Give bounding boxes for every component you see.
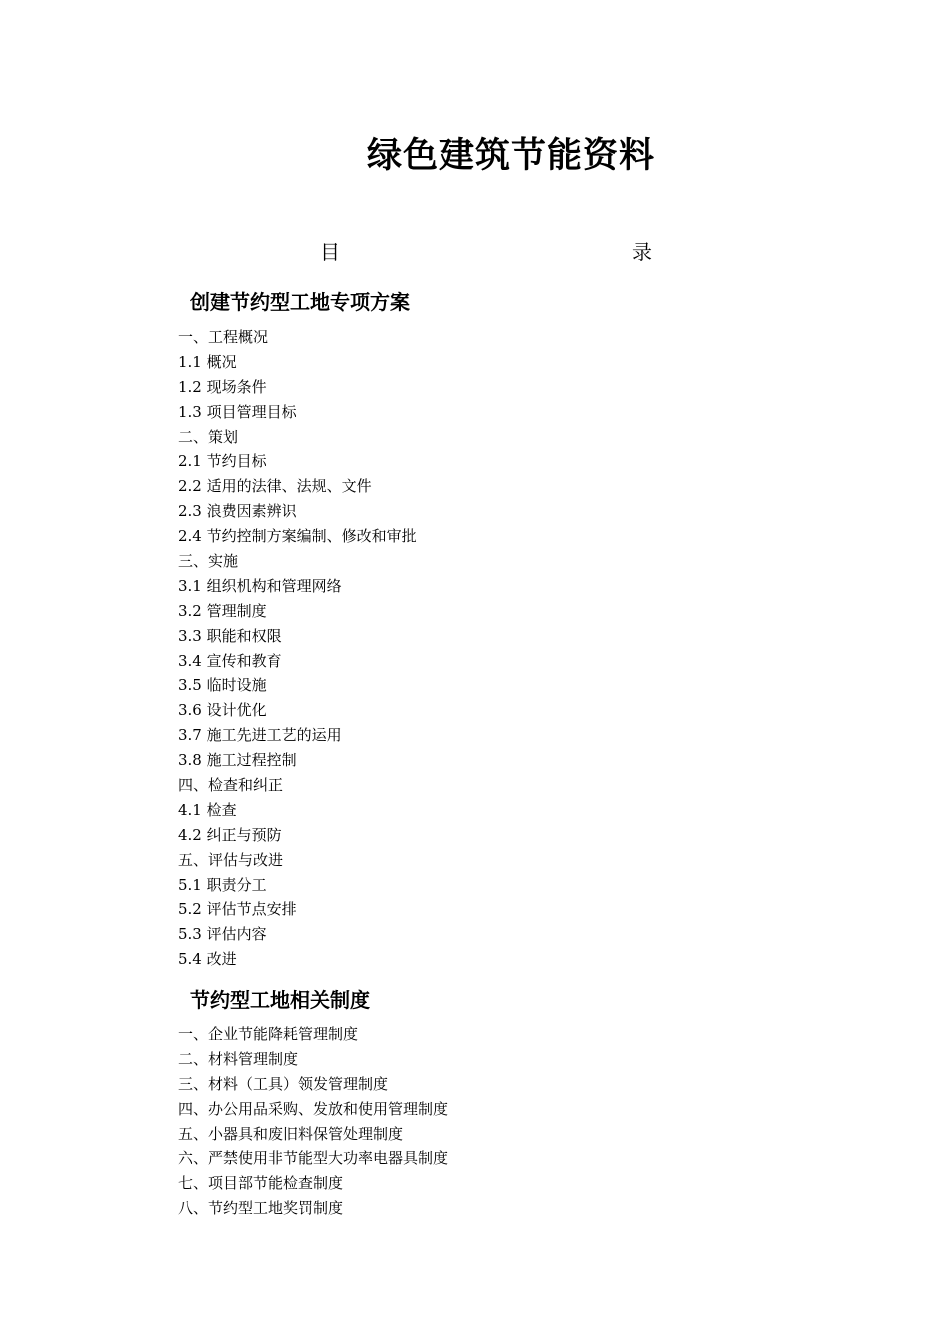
toc-item: 4.1 检查 — [178, 800, 237, 819]
toc-item: 五、小器具和废旧料保管处理制度 — [178, 1124, 404, 1143]
toc-item: 2.4 节约控制方案编制、修改和审批 — [178, 527, 417, 546]
toc-item: 五、评估与改进 — [178, 850, 284, 869]
toc-item: 七、项目部节能检查制度 — [178, 1174, 344, 1193]
toc-heading-right: 录 — [632, 240, 652, 264]
toc-item: 4.2 纠正与预防 — [178, 825, 282, 844]
toc-item: 3.4 宣传和教育 — [178, 651, 282, 670]
toc-heading — [320, 236, 652, 266]
toc-item: 一、工程概况 — [178, 328, 269, 346]
toc-list-1 — [178, 325, 417, 972]
toc-item: 一、企业节能降耗管理制度 — [178, 1025, 359, 1043]
toc-item: 三、实施 — [178, 552, 239, 571]
toc-item: 3.6 设计优化 — [178, 701, 267, 720]
section-title-2: 节约型工地相关制度 — [190, 988, 370, 1012]
toc-item: 1.3 项目管理目标 — [178, 402, 297, 421]
section-title-1: 创建节约型工地专项方案 — [190, 290, 410, 314]
toc-item: 3.3 职能和权限 — [178, 626, 282, 645]
toc-item: 二、材料管理制度 — [178, 1049, 299, 1068]
toc-item: 5.4 改进 — [178, 950, 237, 969]
document-title: 绿色建筑节能资料 — [366, 136, 655, 176]
toc-item: 3.1 组织机构和管理网络 — [178, 576, 342, 595]
toc-item: 2.2 适用的法律、法规、文件 — [178, 477, 372, 496]
toc-item: 四、检查和纠正 — [178, 776, 284, 795]
toc-item: 3.5 临时设施 — [178, 676, 267, 695]
toc-item: 三、材料（工具）领发管理制度 — [178, 1074, 389, 1093]
toc-item: 四、办公用品采购、发放和使用管理制度 — [178, 1099, 449, 1118]
toc-item: 六、严禁使用非节能型大功率电器具制度 — [178, 1149, 449, 1168]
toc-item: 1.2 现场条件 — [178, 377, 267, 396]
toc-item: 3.2 管理制度 — [178, 601, 267, 620]
toc-item: 5.2 评估节点安排 — [178, 900, 297, 919]
toc-item: 3.7 施工先进工艺的运用 — [178, 726, 342, 745]
toc-item: 1.1 概况 — [178, 352, 237, 371]
toc-item: 2.1 节约目标 — [178, 452, 267, 471]
toc-item: 3.8 施工过程控制 — [178, 751, 297, 770]
toc-item: 二、策划 — [178, 427, 239, 446]
toc-heading-left: 目 — [320, 240, 340, 264]
toc-item: 5.1 职责分工 — [178, 875, 267, 894]
toc-list-2 — [178, 1022, 448, 1221]
toc-item: 2.3 浪费因素辨识 — [178, 502, 297, 521]
toc-item: 5.3 评估内容 — [178, 925, 267, 944]
toc-item: 八、节约型工地奖罚制度 — [178, 1199, 344, 1218]
